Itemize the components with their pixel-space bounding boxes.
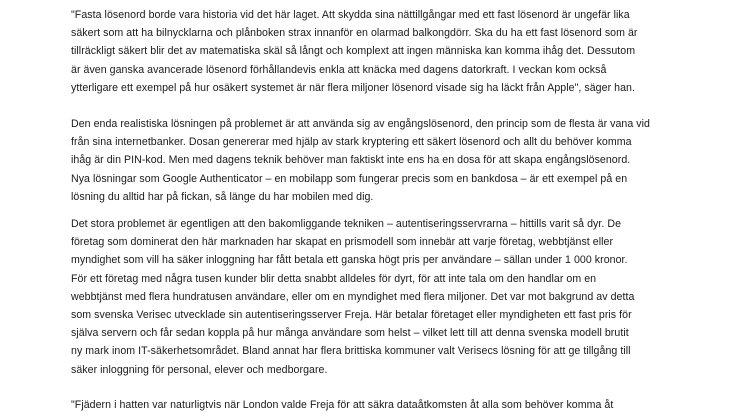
paragraph-line: Nya lösningar som Google Authenticator – en mobilapp som fungerar precis som en bankdosa – är ett exempel på en xyxy=(71,172,628,185)
paragraph-line: företag som dominerat den här marknaden har skapat en prismodell som innebär att varje företag, webbtjänst eller xyxy=(71,236,614,249)
paragraph-line: tillräckligt säkert blir det av matematiska skäl så långt och komplext att ingen människa kan komma ihåg det. Dessutom xyxy=(71,45,636,58)
paragraph-line: ny mark inom IT-säkerhetsområdet. Bland annat har flera brittiska kommuner valt Verisecs lösning för att ge tillgång till xyxy=(71,345,631,358)
paragraph-quote-fixed-passwords xyxy=(71,6,691,97)
paragraph-line: som svenska Verisec utvecklade sin autentiseringsserver Freja. Här betalar företaget eller myndigheten ett fast pris för xyxy=(71,309,632,322)
paragraph-line: Den enda realistiska lösningen på problemet är att använda sig av engångslösenord, den princip som de flesta är vana vid xyxy=(71,118,651,130)
paragraph-line: lösning du alltid har på fickan, så länge du har mobilen med dig. xyxy=(71,190,374,203)
paragraph-line: webbtjänst med flera hundratusen användare, eller om en myndighet med flera miljoner. Det var mot bakgrund av detta xyxy=(71,290,635,303)
paragraph-line: är även ganska avancerade lösenord förhållandevis enkla att knäcka med dagens datorkraft. I veckan kom också xyxy=(71,63,607,76)
paragraph-line: själva servern och får sedan koppla på hur många användare som helst – vilket lett till att denna svenska modell brutit xyxy=(71,327,629,340)
paragraph-line: Det stora problemet är egentligen att den bakomliggande tekniken – autentiseringsservrarna – hittills varit så dyr. De xyxy=(71,218,622,230)
paragraph-line: "Fjädern i hatten var naturligtvis när London valde Freja för att säkra dataåtkomsten åt alla som behöver komma åt xyxy=(71,399,614,411)
paragraph-quote-london xyxy=(71,396,691,414)
paragraph-line: myndighet som vill ha säker inloggning har fått betala ett ganska högt pris per användare – sällan under 1 000 kronor. xyxy=(71,254,628,267)
paragraph-line: "Fasta lösenord borde vara historia vid det här laget. Att skydda sina nättillgångar med ett fast lösenord är ungefär lika xyxy=(71,9,630,21)
paragraph-line: ytterligare ett exempel på hur osäkert systemet är när flera miljoner lösenord visade sig ha läckt från Apple", säger han. xyxy=(71,81,635,94)
paragraph-authentication-servers xyxy=(71,215,691,379)
paragraph-one-time-passwords xyxy=(71,115,691,206)
paragraph-line: säker inloggning för personal, elever och medborgare. xyxy=(71,363,328,376)
paragraph-line: ihåg är din PIN-kod. Men med dagens teknik behöver man faktiskt inte ens ha en dosa för att skapa engångslösenord. xyxy=(71,154,631,167)
paragraph-line: säkert som att ha bilnycklarna och plånboken strax innanför en olarmad balkongdörr. Ska du ha ett fast lösenord som är xyxy=(71,27,638,40)
paragraph-line: från sina internetbanker. Dosan genererar med hjälp av stark kryptering ett säkert lösenord och allt du behöver komma xyxy=(71,136,632,149)
paragraph-line: För ett företag med några tusen kunder blir detta snabbt alldeles för dyrt, för att inte tala om den handlar om en xyxy=(71,272,597,285)
